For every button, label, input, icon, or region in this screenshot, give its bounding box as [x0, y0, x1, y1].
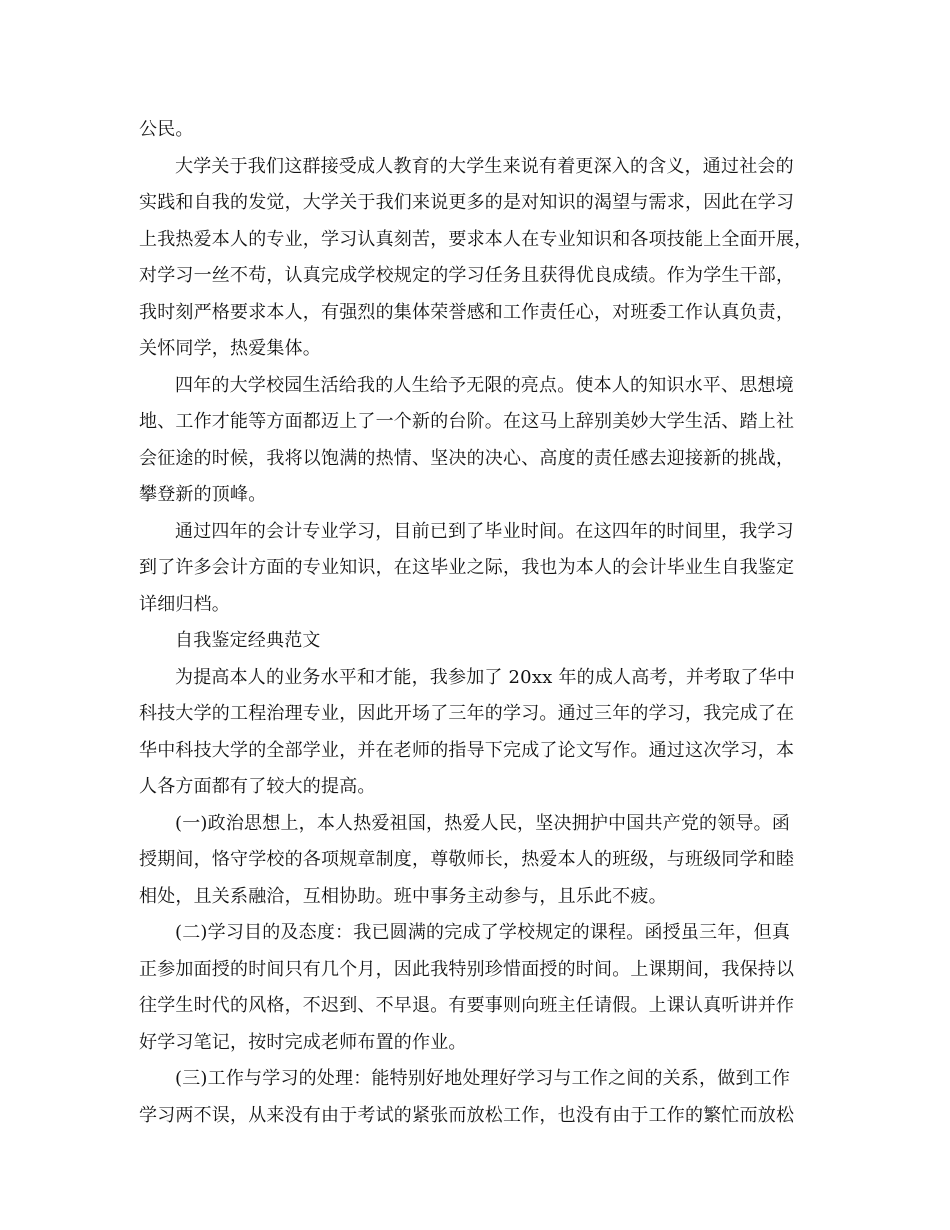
text-line: 通过四年的会计专业学习，目前已到了毕业时间。在这四年的时间里，我学习 [175, 520, 794, 542]
text-line: 为提高本人的业务水平和才能，我参加了 20xx 年的成人高考，并考取了华中 [175, 666, 796, 688]
text-line: 学习两不误，从来没有由于考试的紧张而放松工作，也没有由于工作的繁忙而放松 [139, 1104, 795, 1126]
text-line: 会征途的时候，我将以饱满的热情、坚决的决心、高度的责任感去迎接新的挑战， [139, 447, 795, 469]
text-line: 详细归档。 [139, 593, 230, 615]
text-line: 大学关于我们这群接受成人教育的大学生来说有着更深入的含义，通过社会的 [175, 155, 794, 177]
text-line: 授期间，恪守学校的各项规章制度，尊敬师长，热爱本人的班级，与班级同学和睦 [139, 849, 795, 870]
text-line: 我时刻严格要求本人，有强烈的集体荣誉感和工作责任心，对班委工作认真负责， [139, 301, 795, 323]
text-line: 地、工作才能等方面都迈上了一个新的台阶。在这马上辞别美妙大学生活、踏上社 [139, 411, 795, 432]
text-line: 人各方面都有了较大的提高。 [139, 776, 376, 797]
text-line: 攀登新的顶峰。 [139, 484, 267, 505]
text-line: 实践和自我的发觉，大学关于我们来说更多的是对知识的渴望与需求，因此在学习 [139, 192, 795, 213]
text-line: (二)学习目的及态度：我已圆满的完成了学校规定的课程。函授虽三年，但真 [175, 922, 791, 943]
text-line: 四年的大学校园生活给我的人生给予无限的亮点。使本人的知识水平、思想境 [175, 374, 794, 396]
text-line: 上我热爱本人的专业，学习认真刻苦，要求本人在专业知识和各项技能上全面开展， [139, 228, 813, 250]
text-line: 到了许多会计方面的专业知识，在这毕业之际，我也为本人的会计毕业生自我鉴定 [139, 557, 795, 578]
text-line: 科技大学的工程治理专业，因此开场了三年的学习。通过三年的学习，我完成了在 [139, 703, 795, 724]
text-line: 华中科技大学的全部学业，并在老师的指导下完成了论文写作。通过这次学习，本 [139, 739, 795, 761]
text-line: 关怀同学，热爱集体。 [139, 338, 321, 359]
text-line: 相处，且关系融洽，互相协助。班中事务主动参与，且乐此不疲。 [139, 885, 667, 907]
document-body [139, 112, 819, 1134]
text-line: (三)工作与学习的处理：能特别好地处理好学习与工作之间的关系，做到工作 [175, 1068, 791, 1089]
text-line: 往学生时代的风格，不迟到、不早退。有要事则向班主任请假。上课认真听讲并作 [139, 995, 795, 1016]
text-line: 正参加面授的时间只有几个月，因此我特别珍惜面授的时间。上课期间，我保持以 [139, 958, 795, 980]
text-line: 好学习笔记，按时完成老师布置的作业。 [139, 1031, 467, 1053]
text-line: 公民。 [139, 119, 194, 140]
text-line: 自我鉴定经典范文 [175, 630, 321, 651]
text-line: 对学习一丝不苟，认真完成学校规定的学习任务且获得优良成绩。作为学生干部， [139, 265, 795, 286]
text-line: (一)政治思想上，本人热爱祖国，热爱人民，坚决拥护中国共产党的领导。函 [175, 812, 791, 834]
